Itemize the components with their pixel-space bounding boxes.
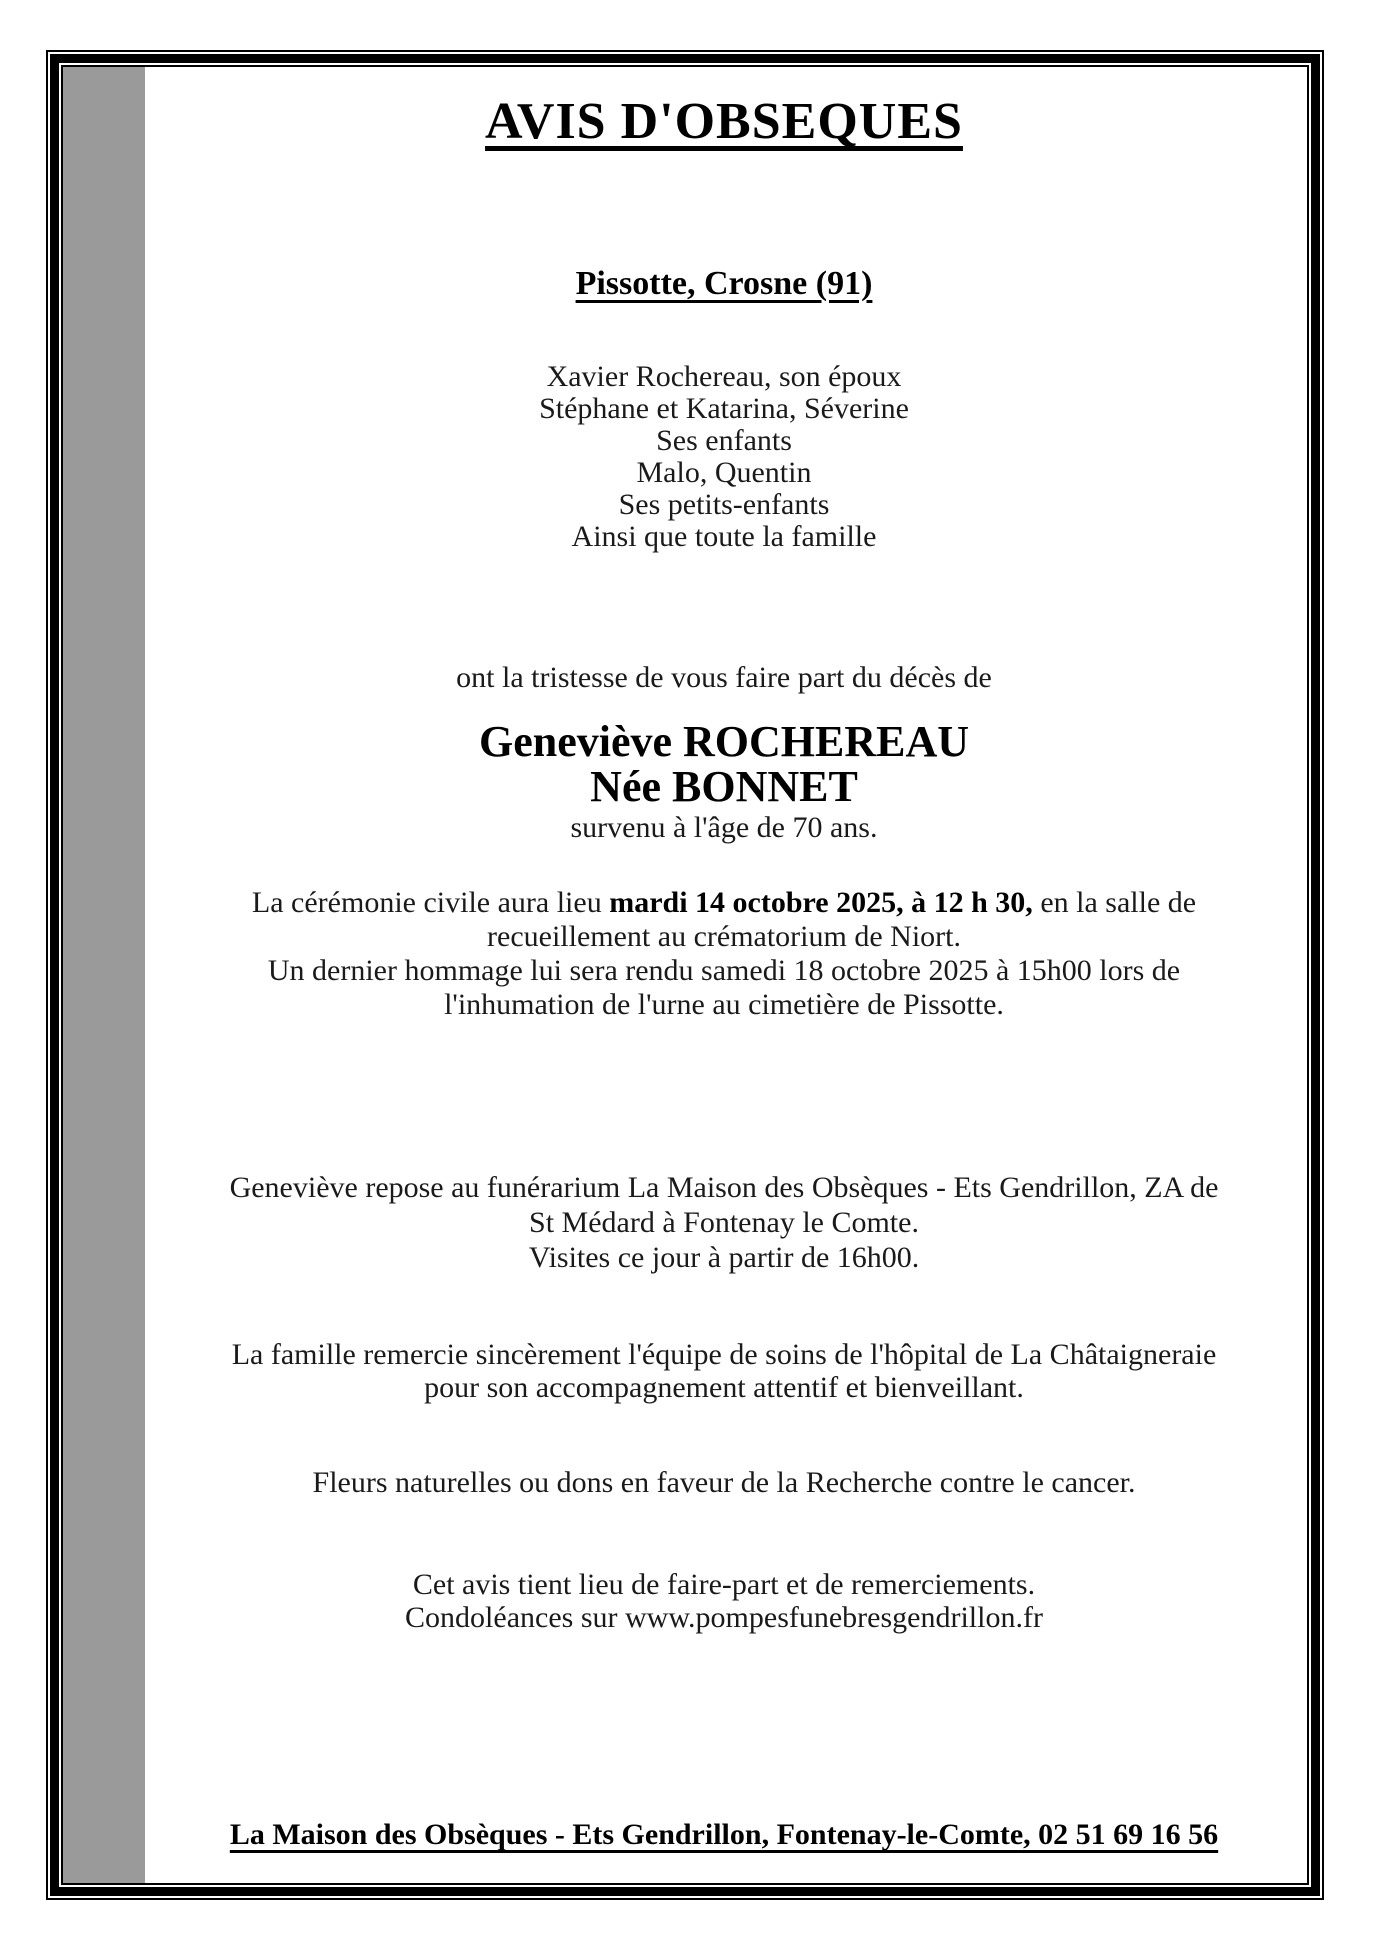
page-border-thick bbox=[50, 54, 1320, 1896]
repose-paragraph bbox=[155, 1170, 1293, 1275]
family-member-line: Xavier Rochereau, son époux bbox=[546, 360, 902, 393]
ceremony-paragraph bbox=[155, 886, 1293, 1022]
ceremony-line3: Un dernier hommage lui sera rendu samedi 18 octobre 2025 à 15h00 lors de bbox=[267, 954, 1181, 987]
ceremony-date-bold: mardi 14 octobre 2025, à 12 h 30, bbox=[609, 886, 1033, 919]
repose-line2: St Médard à Fontenay le Comte. bbox=[529, 1206, 919, 1239]
document-content bbox=[145, 67, 1307, 1883]
funeral-home-footer-text: La Maison des Obsèques - Ets Gendrillon, Fontenay-le-Comte, 02 51 69 16 56 bbox=[229, 1818, 1219, 1851]
ceremony-text-post: en la salle de bbox=[1032, 886, 1197, 919]
page-title bbox=[155, 92, 1293, 151]
page-inner-area bbox=[63, 67, 1307, 1883]
family-member-line: Malo, Quentin bbox=[636, 456, 812, 489]
thanks-paragraph bbox=[155, 1338, 1293, 1404]
location-line bbox=[155, 265, 1293, 303]
family-member-line: Ses enfants bbox=[656, 424, 792, 457]
condolences-line: Condoléances sur www.pompesfunebresgendrillon.fr bbox=[405, 1601, 1043, 1634]
ceremony-line2: recueillement au crématorium de Niort. bbox=[487, 920, 961, 953]
page-border-inner bbox=[61, 65, 1309, 1885]
thanks-line2: pour son accompagnement attentif et bienveillant. bbox=[424, 1371, 1024, 1404]
notice-paragraph bbox=[155, 1568, 1293, 1634]
family-member-line: Ses petits-enfants bbox=[618, 488, 830, 521]
thanks-line1: La famille remercie sincèrement l'équipe de soins de l'hôpital de La Châtaigneraie bbox=[231, 1338, 1217, 1371]
ceremony-line4: l'inhumation de l'urne au cimetière de Pissotte. bbox=[444, 988, 1004, 1021]
page-border-outer bbox=[46, 50, 1324, 1900]
family-member-line: Stéphane et Katarina, Séverine bbox=[539, 392, 909, 425]
flowers-line: Fleurs naturelles ou dons en faveur de la Recherche contre le cancer. bbox=[312, 1466, 1136, 1499]
decorative-side-bar bbox=[63, 67, 145, 1883]
location-text: Pissotte, Crosne (91) bbox=[575, 265, 873, 302]
family-list bbox=[155, 361, 1293, 553]
ceremony-text-pre: La cérémonie civile aura lieu bbox=[251, 886, 610, 919]
repose-line3: Visites ce jour à partir de 16h00. bbox=[528, 1241, 920, 1274]
deceased-name: Geneviève ROCHEREAU bbox=[478, 717, 970, 766]
repose-line1: Geneviève repose au funérarium La Maison des Obsèques - Ets Gendrillon, ZA de bbox=[229, 1171, 1219, 1204]
notice-line: Cet avis tient lieu de faire-part et de remerciements. bbox=[412, 1568, 1036, 1601]
funeral-home-footer bbox=[155, 1818, 1293, 1852]
announcement-line: ont la tristesse de vous faire part du décès de bbox=[456, 661, 992, 694]
age-line: survenu à l'âge de 70 ans. bbox=[570, 811, 878, 844]
page-title-text: AVIS D'OBSEQUES bbox=[485, 93, 963, 150]
maiden-name: Née BONNET bbox=[590, 762, 858, 811]
family-member-line: Ainsi que toute la famille bbox=[571, 520, 877, 553]
